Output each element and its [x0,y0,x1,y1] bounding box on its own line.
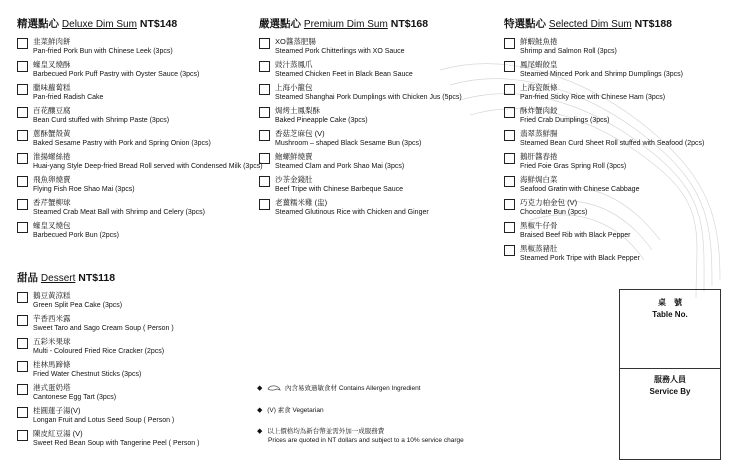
menu-item-text [33,314,174,334]
order-checkbox[interactable] [17,430,28,441]
section-title-deluxe: 精選點心 Deluxe Dim Sum NT$148 [17,18,178,30]
menu-item-name-en: Pan-fried Pork Bun with Chinese Leek (3pcs) [33,48,173,55]
menu-item-text [33,406,174,426]
menu-item-name-zh: 鵝肝醬春捲 [520,152,558,161]
menu-item-text [520,83,665,103]
menu-item-name-en: Steamed Clam and Pork Shao Mai (3pcs) [275,163,405,170]
menu-item-text [275,152,404,172]
table-no-label-en: Table No. [652,310,688,319]
menu-item-name-zh: 海鮮焗白菜 [520,175,558,184]
order-checkbox[interactable] [17,176,28,187]
note-prices-en: Prices are quoted in NT dollars and subject to a 10% service charge [268,437,464,444]
menu-item-text [33,429,199,449]
menu-item-name-zh: 鮮蝦鮭魚捲 [520,37,558,46]
order-checkbox[interactable] [17,407,28,418]
order-checkbox[interactable] [17,107,28,118]
menu-item-text [275,129,421,149]
order-checkbox[interactable] [504,38,515,49]
table-service-box [619,289,721,460]
menu-item-text [33,291,122,311]
menu-item-name-zh: 翡翠蒸鮮腸 [520,129,558,138]
order-checkbox[interactable] [504,199,515,210]
menu-item-name-zh: 上海小籠包 [275,83,313,92]
order-checkbox[interactable] [504,222,515,233]
order-checkbox[interactable] [504,245,515,256]
menu-item-name-en: Beef Tripe with Chinese Barbeque Sauce [275,186,404,193]
menu-item-text [275,60,413,80]
menu-item-name-en: Steamed Shanghai Pork Dumplings with Chicken Jus (5pcs) [275,94,462,101]
menu-item-text [33,83,103,103]
note-prices-zh: ◆ 以上價格均為新台幣並需外加一成服務費 [257,428,385,435]
menu-item-name-en: Steamed Crab Meat Ball with Shrimp and Celery (3pcs) [33,209,205,216]
menu-item-name-zh: 淮揚螺絲捲 [33,152,71,161]
menu-item-name-zh: 鳳尾蝦餃皇 [520,60,558,69]
menu-item-name-zh: 韭菜鮮肉餅 [33,37,71,46]
order-checkbox[interactable] [259,199,270,210]
menu-item-name-zh: 蠔皇叉燒包 [33,221,71,230]
order-checkbox[interactable] [504,176,515,187]
menu-item-name-zh: 桂圓蓮子湯(V) [33,406,81,415]
menu-item-name-zh: 沙茶金錢肚 [275,175,313,184]
menu-item-name-en: Multi - Coloured Fried Rice Cracker (2pcs) [33,348,165,355]
order-checkbox[interactable] [259,176,270,187]
menu-item-name-zh: 香菇芝麻包 (V) [275,129,325,138]
menu-item-text [520,60,683,80]
menu-item-name-en: Barbecued Pork Bun (2pcs) [33,232,119,239]
order-checkbox[interactable] [504,130,515,141]
menu-item-name-zh: 上海瓷飯條 [520,83,558,92]
service-by-label-en: Service By [649,387,691,396]
menu-item-name-en: Steamed Pork Tripe with Black Pepper [520,255,640,262]
menu-item-name-en: Steamed Bean Curd Sheet Roll stuffed with Seafood (2pcs) [520,140,705,147]
menu-item-name-zh: 老薑糯米雞 (盅) [275,198,328,207]
menu-item-text [520,106,609,126]
menu-item-name-en: Green Split Pea Cake (3pcs) [33,302,123,309]
menu-item-name-zh: 港式蛋奶塔 [33,383,71,392]
menu-item-text [275,83,462,103]
menu-item-name-en: Pan-fried Radish Cake [33,94,104,101]
menu-item-name-zh: 香芹蟹柳球 [33,198,71,207]
menu-item-text [33,152,263,172]
order-checkbox[interactable] [17,222,28,233]
menu-item-name-en: Fried Water Chestnut Sticks (3pcs) [33,371,142,378]
order-checkbox[interactable] [17,361,28,372]
shrimp-icon [267,385,281,391]
table-no-label-zh: 桌 號 [658,298,682,307]
order-checkbox[interactable] [17,61,28,72]
menu-item-name-zh: 芋香西米露 [33,314,71,323]
order-checkbox[interactable] [504,153,515,164]
menu-item-name-zh: 百花釀豆腐 [33,106,71,115]
menu-item-name-zh: 五彩米果球 [33,337,71,346]
box-divider [620,368,720,369]
menu-item-name-zh: 蔥酥蟹殼黃 [33,129,71,138]
menu-item-name-en: Shrimp and Salmon Roll (3pcs) [520,48,617,55]
menu-item-name-en: Seafood Gratin with Chinese Cabbage [520,186,640,193]
menu-item-text [33,360,141,380]
menu-item-name-zh: 黑椒蒸豬肚 [520,244,558,253]
menu-item-name-en: Steamed Pork Chitterlings with XO Sauce [275,48,405,55]
menu-item-text [520,198,587,218]
menu-item-text [520,221,631,241]
menu-item-name-en: Braised Beef Rib with Black Pepper [520,232,631,239]
menu-item-name-en: Baked Pineapple Cake (3pcs) [275,117,368,124]
order-checkbox[interactable] [17,84,28,95]
menu-item-text [275,106,368,126]
order-checkbox[interactable] [17,130,28,141]
menu-item-name-en: Steamed Minced Pork and Shrimp Dumplings (3pcs) [520,71,684,78]
order-checkbox[interactable] [504,107,515,118]
menu-item-text [33,337,164,357]
order-checkbox[interactable] [259,38,270,49]
menu-item-text [33,175,135,195]
menu-item-name-en: Longan Fruit and Lotus Seed Soup ( Person ) [33,417,175,424]
order-checkbox[interactable] [259,107,270,118]
menu-item-name-en: Barbecued Pork Puff Pastry with Oyster Sauce (3pcs) [33,71,200,78]
menu-item-name-zh: 臘味蘿蔔糕 [33,83,71,92]
menu-item-name-en: Steamed Glutinous Rice with Chicken and Ginger [275,209,429,216]
menu-item-text [33,221,119,241]
menu-item-text [33,198,205,218]
section-title-premium: 嚴選點心 Premium Dim Sum NT$168 [259,18,429,30]
menu-item-name-en: Sweet Taro and Sago Cream Soup ( Person ) [33,325,174,332]
order-checkbox[interactable] [504,61,515,72]
note-allergen: ◆ 內含易致過敏食材 Contains Allergen Ingredient [257,385,421,392]
order-checkbox[interactable] [17,199,28,210]
order-checkbox[interactable] [259,84,270,95]
menu-item-text [33,106,169,126]
menu-item-text [520,244,640,264]
menu-item-name-en: Steamed Chicken Feet in Black Bean Sauce [275,71,413,78]
menu-item-name-zh: 黑椒牛仔骨 [520,221,558,230]
menu-item-text [33,129,211,149]
menu-item-name-en: Huai-yang Style Deep-fried Bread Roll served with Condensed Milk (3pcs) [33,163,263,170]
menu-item-name-en: Baked Sesame Pastry with Pork and Spring Onion (3pcs) [33,140,211,147]
menu-item-name-zh: 蠔皇叉燒酥 [33,60,71,69]
section-title-selected: 特選點心 Selected Dim Sum NT$188 [504,18,673,30]
menu-item-text [275,175,403,195]
menu-item-text [520,152,626,172]
menu-item-name-en: Fried Crab Dumplings (3pcs) [520,117,610,124]
service-by-label-zh: 服務人員 [654,375,686,384]
section-title-dessert: 甜品 Dessert NT$118 [17,272,116,284]
order-checkbox[interactable] [17,315,28,326]
order-checkbox[interactable] [17,338,28,349]
menu-item-name-zh: 桂林馬蹄條 [33,360,71,369]
menu-item-name-zh: 巧克力柏金包 (V) [520,198,578,207]
menu-item-text [520,37,617,57]
menu-item-name-en: Fried Foie Gras Spring Roll (3pcs) [520,163,627,170]
order-checkbox[interactable] [259,61,270,72]
menu-item-name-zh: 鵝豆黃涼糕 [33,291,71,300]
menu-item-name-en: Mushroom – shaped Black Sesame Bun (3pcs) [275,140,422,147]
order-checkbox[interactable] [17,38,28,49]
note-vegetarian: ◆ (V) 素食 Vegetarian [257,407,324,414]
menu-item-name-zh: 豉汁蒸鳳爪 [275,60,313,69]
menu-item-name-zh: 陳皮紅豆湯 (V) [33,429,83,438]
menu-item-name-en: Chocolate Bun (3pcs) [520,209,588,216]
menu-item-name-zh: 酥炸蟹肉餃 [520,106,558,115]
order-checkbox[interactable] [504,84,515,95]
menu-item-name-zh: 飛魚卵燒賣 [33,175,71,184]
order-checkbox[interactable] [259,130,270,141]
menu-item-text [520,129,704,149]
order-checkbox[interactable] [17,384,28,395]
menu-item-name-en: Pan-fried Sticky Rice with Chinese Ham (3pcs) [520,94,666,101]
order-checkbox[interactable] [17,153,28,164]
menu-item-text [33,60,199,80]
order-checkbox[interactable] [17,292,28,303]
menu-item-name-zh: XO醬蒸肥腸 [275,37,316,46]
menu-item-name-en: Sweet Red Bean Soup with Tangerine Peel ( Person ) [33,440,200,447]
menu-item-text [33,37,173,57]
menu-item-text [520,175,639,195]
menu-item-text [275,37,405,57]
menu-item-name-zh: 鮑螺鮮燒賣 [275,152,313,161]
menu-item-text [275,198,429,218]
order-checkbox[interactable] [259,153,270,164]
menu-item-text [33,383,116,403]
menu-item-name-zh: 焗烤土鳳梨酥 [275,106,320,115]
menu-item-name-en: Flying Fish Roe Shao Mai (3pcs) [33,186,135,193]
menu-item-name-en: Bean Curd stuffed with Shrimp Paste (3pcs) [33,117,170,124]
menu-item-name-en: Cantonese Egg Tart (3pcs) [33,394,117,401]
